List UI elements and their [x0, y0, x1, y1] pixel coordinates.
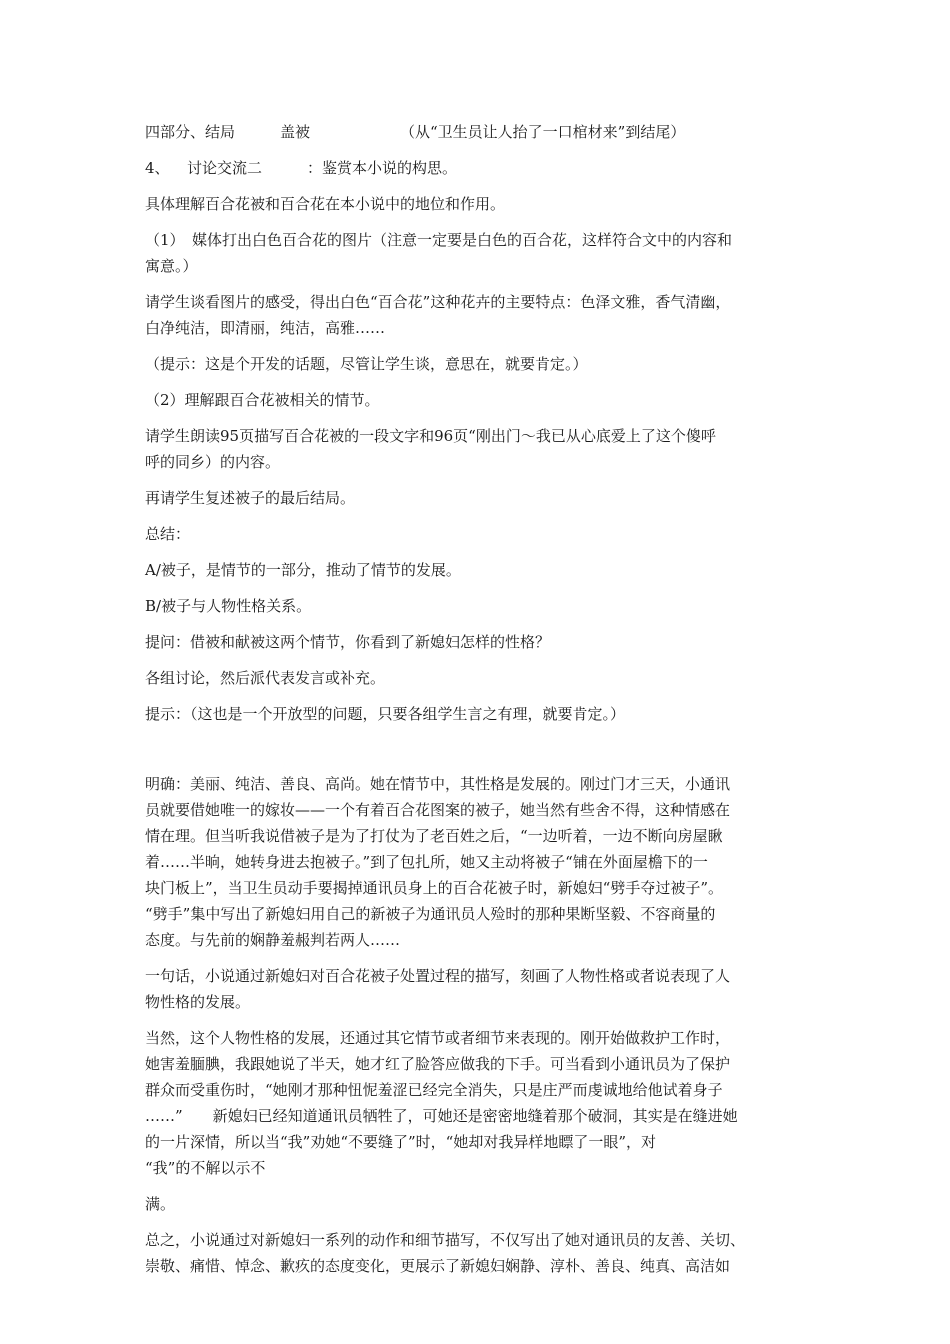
paragraph-line: 明确：美丽、纯洁、善良、高尚。她在情节中，其性格是发展的。刚过门才三天，小通讯 [145, 775, 731, 793]
paragraph-line: 态度。与先前的娴静羞赧判若两人…… [145, 931, 401, 949]
paragraph-line: 崇敬、痛惜、悼念、歉疚的态度变化，更展示了新媳妇娴静、淳朴、善良、纯真、高洁如 [145, 1257, 731, 1275]
paragraph-line: 请学生朗读95页描写百合花被的一段文字和96页“刚出门～我已从心底爱上了这个傻呼 [145, 427, 716, 445]
paragraph-line: 具体理解百合花被和百合花在本小说中的地位和作用。 [145, 195, 506, 213]
paragraph [145, 289, 815, 341]
paragraph-line: 员就要借她唯一的嫁妆——一个有着百合花图案的被子，她当然有些舍不得，这种情感在 [145, 801, 731, 819]
paragraph-line: 着……半晌，她转身进去抱被子。”到了包扎所，她又主动将被子“铺在外面屋檐下的一 [145, 853, 708, 871]
paragraph [145, 387, 815, 413]
paragraph-line: 的一片深情，所以当“我”劝她“不要缝了”时，“她却对我异样地瞟了一眼”，对 [145, 1133, 657, 1151]
part4-heading-line [145, 119, 815, 145]
paragraph-line: 提示：（这也是一个开放型的问题，只要各组学生言之有理，就要肯定。） [145, 705, 626, 723]
paragraph [145, 1227, 815, 1279]
paragraph-line: （2）理解跟百合花被相关的情节。 [145, 391, 380, 409]
discussion-task: ：鉴赏本小说的构思。 [307, 159, 458, 177]
paragraph-line: B/被子与人物性格关系。 [145, 597, 312, 615]
paragraph-line: 块门板上”，当卫生员动手要揭掉通讯员身上的百合花被子时，新媳妇“劈手夺过被子”。 [145, 879, 724, 897]
paragraph [145, 557, 815, 583]
paragraph [145, 629, 815, 655]
paragraph [145, 701, 815, 727]
paragraph [145, 593, 815, 619]
paragraph [145, 665, 815, 691]
paragraph-line: 她害羞腼腆，我跟她说了半天，她才红了脸答应做我的下手。可当看到小通讯员为了保护 [145, 1055, 731, 1073]
paragraph-line: 呼的同乡）的内容。 [145, 453, 281, 471]
paragraph-line: 寓意。） [145, 257, 198, 275]
paragraph-line: A/被子，是情节的一部分，推动了情节的发展。 [145, 561, 461, 579]
paragraph [145, 423, 815, 475]
paragraph-line: 物性格的发展。 [145, 993, 251, 1011]
discussion-label: 讨论交流二 [187, 159, 263, 177]
discussion-number: 4、 [145, 159, 170, 177]
paragraph [145, 521, 815, 547]
paragraph [145, 227, 815, 279]
paragraph [145, 191, 815, 217]
paragraph-line: 总结： [145, 525, 191, 543]
paragraph [145, 1191, 815, 1217]
discussion-heading-line [145, 155, 815, 181]
paragraph-line: （1） 媒体打出白色百合花的图片（注意一定要是白色的百合花，这样符合文中的内容和 [145, 231, 733, 249]
paragraph [145, 963, 815, 1015]
paragraph [145, 771, 815, 953]
paragraph-line: 再请学生复述被子的最后结局。 [145, 489, 356, 507]
paragraph-line: （提示：这是个开发的话题，尽管让学生谈，意思在，就要肯定。） [145, 355, 588, 373]
paragraph-line: 白净纯洁，即清丽，纯洁，高雅…… [145, 319, 386, 337]
blank-gap [145, 737, 815, 771]
paragraph-line: 群众而受重伤时，“她刚才那种忸怩羞涩已经完全消失，只是庄严而虔诚地给他试着身子 [145, 1081, 723, 1099]
paragraph-line: 情在理。但当听我说借被子是为了打仗为了老百姓之后，“一边听着，一边不断向房屋瞅 [145, 827, 723, 845]
part4-label: 盖被 [280, 123, 311, 141]
paragraph-line: 各组讨论，然后派代表发言或补充。 [145, 669, 386, 687]
paragraph-line: 提问：借被和献被这两个情节，你看到了新媳妇怎样的性格？ [145, 633, 551, 651]
paragraph [145, 351, 815, 377]
paragraph-line: ……” 新媳妇已经知道通讯员牺牲了，可她还是密密地缝着那个破洞，其实是在缝进她 [145, 1107, 738, 1125]
part4-title: 四部分、结局 [145, 123, 236, 141]
paragraph [145, 485, 815, 511]
paragraph-line: “劈手”集中写出了新媳妇用自己的新被子为通讯员人殓时的那种果断坚毅、不容商量的 [145, 905, 716, 923]
part4-range: （从“卫生员让人抬了一口棺材来”到结尾） [400, 123, 686, 141]
paragraph-line: 当然，这个人物性格的发展，还通过其它情节或者细节来表现的。刚开始做救护工作时， [145, 1029, 731, 1047]
paragraph-line: “我”的不解以示不 [145, 1159, 266, 1177]
paragraph-line: 满。 [145, 1195, 176, 1213]
paragraph-line: 总之，小说通过对新媳妇一系列的动作和细节描写，不仅写出了她对通讯员的友善、关切、 [145, 1231, 746, 1249]
document-body [145, 119, 815, 1289]
paragraph [145, 1025, 815, 1181]
paragraph-line: 请学生谈看图片的感受，得出白色“百合花”这种花卉的主要特点：色泽文雅，香气清幽， [145, 293, 731, 311]
paragraph-line: 一句话，小说通过新媳妇对百合花被子处置过程的描写，刻画了人物性格或者说表现了人 [145, 967, 731, 985]
